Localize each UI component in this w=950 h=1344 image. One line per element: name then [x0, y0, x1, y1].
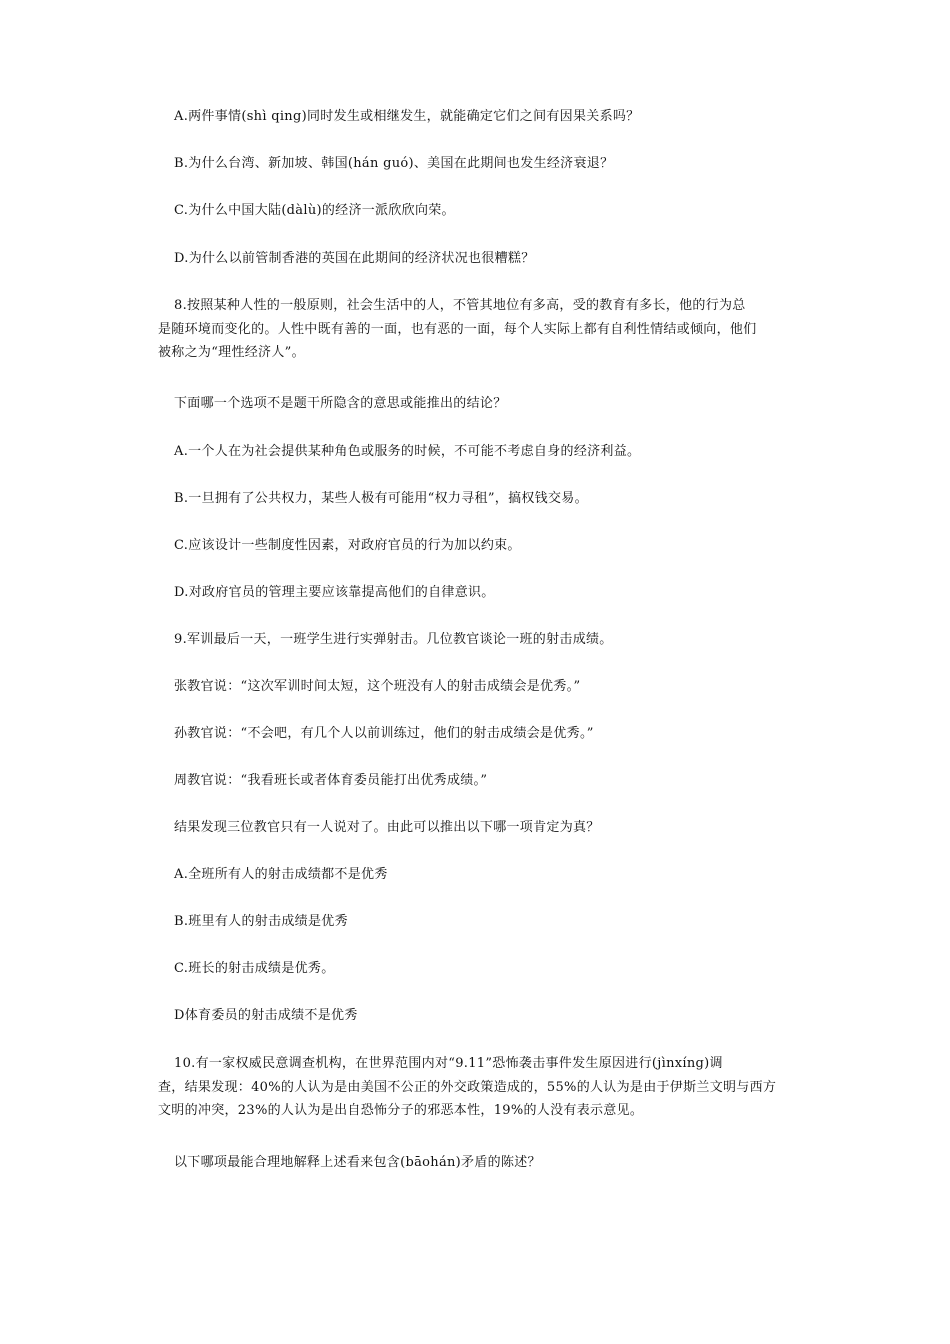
q8-option-b: B.一旦拥有了公共权力，某些人极有可能用“权力寻租”，搞权钱交易。 [174, 491, 588, 506]
q9-option-c: C.班长的射击成绩是优秀。 [174, 961, 335, 976]
q9-statement-sun: 孙教官说：“不会吧，有几个人以前训练过，他们的射击成绩会是优秀。” [174, 726, 594, 741]
q9-question: 结果发现三位教官只有一人说对了。由此可以推出以下哪一项肯定为真？ [174, 820, 600, 835]
q9-option-d: D体育委员的射击成绩不是优秀 [174, 1008, 358, 1023]
q10-question: 以下哪项最能合理地解释上述看来包含(bāohán)矛盾的陈述？ [174, 1155, 541, 1170]
q9-option-b: B.班里有人的射击成绩是优秀 [174, 914, 348, 929]
q9-statement-zhou: 周教官说：“我看班长或者体育委员能打出优秀成绩。” [174, 773, 488, 788]
q10-stem-line-3: 文明的冲突，23%的人认为是出自恐怖分子的邪恶本性，19%的人没有表示意见。 [158, 1103, 644, 1118]
q8-stem-line-1: 8.按照某种人性的一般原则，社会生活中的人，不管其地位有多高，受的教育有多长，他的行为总 [174, 298, 746, 313]
q7-option-d: D.为什么以前管制香港的英国在此期间的经济状况也很糟糕？ [174, 251, 535, 266]
q8-stem [158, 294, 799, 365]
q9-stem: 9.军训最后一天，一班学生进行实弹射击。几位教官谈论一班的射击成绩。 [174, 632, 613, 647]
q8-option-c: C.应该设计一些制度性因素，对政府官员的行为加以约束。 [174, 538, 521, 553]
q7-option-c: C.为什么中国大陆(dàlù)的经济一派欣欣向荣。 [174, 203, 455, 218]
q7-option-a: A.两件事情(shì qing)同时发生或相继发生，就能确定它们之间有因果关系吗？ [174, 109, 640, 124]
q8-option-a: A.一个人在为社会提供某种角色或服务的时候，不可能不考虑自身的经济利益。 [174, 444, 641, 459]
q10-stem-line-2: 查，结果发现：40%的人认为是由美国不公正的外交政策造成的，55%的人认为是由于伊斯兰文明与西方 [158, 1079, 777, 1095]
q8-option-d: D.对政府官员的管理主要应该靠提高他们的自律意识。 [174, 585, 495, 600]
q8-stem-line-2: 是随环境而变化的。人性中既有善的一面，也有恶的一面，每个人实际上都有自利性情结或倾向，他们 [158, 321, 757, 337]
q8-question: 下面哪一个选项不是题干所隐含的意思或能推出的结论？ [174, 396, 507, 411]
q9-option-a: A.全班所有人的射击成绩都不是优秀 [174, 867, 388, 882]
q10-stem-line-1: 10.有一家权威民意调查机构，在世界范围内对“9.11”恐怖袭击事件发生原因进行(jìnxíng)调 [174, 1056, 723, 1071]
q8-stem-line-3: 被称之为“理性经济人”。 [158, 345, 305, 360]
q7-option-b: B.为什么台湾、新加坡、韩国(hán guó)、美国在此期间也发生经济衰退？ [174, 156, 614, 171]
q10-stem [158, 1052, 799, 1123]
q9-statement-zhang: 张教官说：“这次军训时间太短，这个班没有人的射击成绩会是优秀。” [174, 679, 581, 694]
